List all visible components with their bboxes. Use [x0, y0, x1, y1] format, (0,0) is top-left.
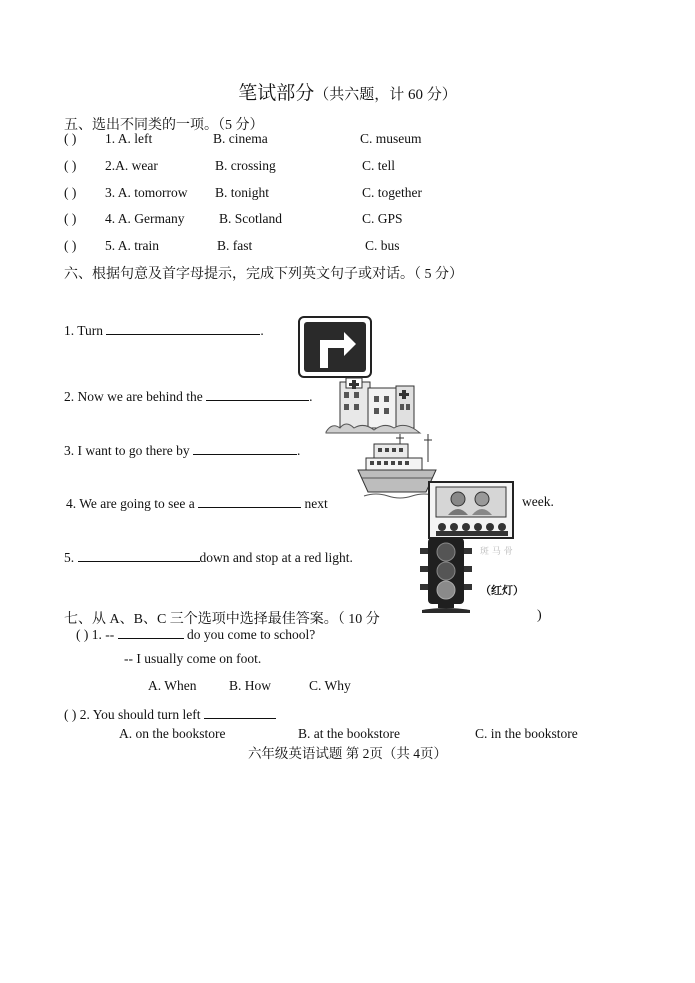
answer-paren[interactable]: ( ): [64, 185, 77, 200]
answer-blank[interactable]: [198, 494, 301, 508]
turn-right-sign-icon: [298, 316, 372, 378]
option-a: 2.A. wear: [105, 158, 158, 173]
option-c: C. together: [362, 185, 422, 200]
answer-paren[interactable]: ( ): [64, 131, 77, 146]
option-b: B. cinema: [213, 131, 268, 146]
option-a: 5. A. train: [105, 238, 159, 253]
section7-heading-close: ): [537, 608, 542, 623]
choice-question-2: ( ) 2. You should turn left: [64, 705, 276, 723]
section6-heading: 六、根据句意及首字母提示，完成下列英文句子或对话。（ 5 分）: [64, 267, 463, 282]
traffic-light-icon: [418, 536, 536, 614]
section7-heading: 七、从 A、B、C 三个选项中选择最佳答案。（ 10 分: [64, 612, 380, 627]
option-c: C. bus: [365, 238, 400, 253]
fill-sentence-4-end: week.: [522, 494, 554, 509]
option-a: 4. A. Germany: [105, 211, 185, 226]
ship-icon: [356, 432, 438, 500]
option-b: B. crossing: [215, 158, 276, 173]
choice-question-1-reply: -- I usually come on foot.: [124, 651, 262, 666]
answer-blank[interactable]: [118, 625, 184, 639]
choice-question-1: ( ) 1. -- do you come to school?: [76, 627, 316, 642]
answer-paren[interactable]: ( ): [64, 238, 77, 253]
answer-paren[interactable]: ( ): [76, 627, 89, 642]
title-sub: （共六题，计 60 分）: [314, 87, 457, 103]
fill-sentence-5: 5. down and stop at a red light.: [64, 550, 353, 565]
option-b: B. fast: [217, 238, 253, 253]
option-a: A. When: [148, 678, 197, 693]
fill-sentence-1: 1. Turn .: [64, 323, 264, 338]
answer-blank[interactable]: [206, 387, 309, 401]
answer-blank[interactable]: [106, 321, 260, 335]
answer-paren[interactable]: ( ): [64, 707, 77, 722]
option-c: C. in the bookstore: [475, 726, 578, 741]
red-light-label: （红灯）: [480, 584, 524, 597]
option-c: C. GPS: [362, 211, 403, 226]
answer-paren[interactable]: ( ): [64, 211, 77, 226]
answer-blank[interactable]: [204, 705, 276, 719]
fill-sentence-2: 2. Now we are behind the .: [64, 389, 313, 404]
cinema-film-icon: [428, 481, 514, 541]
option-b: B. at the bookstore: [298, 726, 400, 741]
option-b: B. Scotland: [219, 211, 282, 226]
option-b: B. tonight: [215, 185, 270, 200]
hospital-icon: [324, 376, 422, 434]
option-a: 1. A. left: [105, 131, 153, 146]
option-c: C. Why: [309, 678, 351, 693]
answer-blank[interactable]: [78, 548, 200, 562]
option-b: B. How: [229, 678, 272, 693]
page-footer: 六年级英语试题 第 2页（共 4页）: [247, 746, 448, 761]
option-c: C. tell: [362, 158, 395, 173]
option-a: 3. A. tomorrow: [105, 185, 188, 200]
fill-sentence-4: 4. We are going to see a next: [66, 496, 328, 511]
answer-paren[interactable]: ( ): [64, 158, 77, 173]
answer-blank[interactable]: [193, 441, 297, 455]
option-a: A. on the bookstore: [119, 726, 226, 741]
title-main: 笔试部分: [238, 83, 315, 104]
svg-text:斑 马 骨: 斑 马 骨: [480, 547, 513, 557]
option-c: C. museum: [360, 131, 422, 146]
fill-sentence-3: 3. I want to go there by .: [64, 443, 301, 458]
page-title: [0, 78, 695, 105]
section5-heading: 五、选出不同类的一项。（5 分）: [64, 118, 264, 133]
